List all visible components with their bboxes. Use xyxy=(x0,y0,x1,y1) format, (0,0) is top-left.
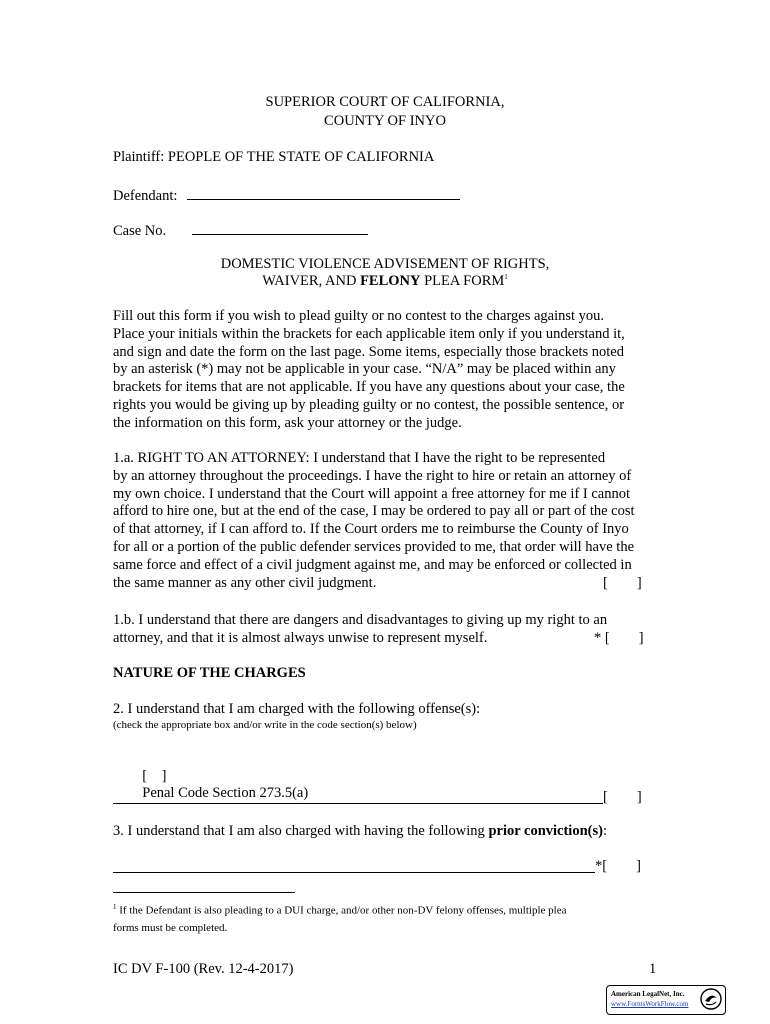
paragraph-line: afford to hire one, but at the end of the case, I may be ordered to pay all or part of the cost xyxy=(113,503,635,520)
footnote-divider xyxy=(113,892,295,893)
initials-bracket-1b[interactable]: * [ ] xyxy=(594,629,644,646)
footnote-marker: 1 xyxy=(504,273,508,282)
publisher-logo xyxy=(606,985,726,1015)
paragraph-line: Fill out this form if you wish to plead guilty or no contest to the charges against you. xyxy=(113,308,605,324)
county-name: COUNTY OF INYO xyxy=(324,113,446,129)
item-2-note: (check the appropriate box and/or write in the code section(s) below) xyxy=(113,719,417,731)
case-number-row xyxy=(113,220,368,240)
penal-code-label: Penal Code Section 273.5(a) xyxy=(142,785,309,801)
initials-bracket-1a[interactable]: [ ] xyxy=(603,574,642,591)
form-identifier: IC DV F-100 (Rev. 12-4-2017) xyxy=(113,961,294,977)
case-number-field[interactable] xyxy=(192,220,368,235)
case-number-label: Case No. xyxy=(113,223,167,239)
item-1a-paragraph xyxy=(113,450,658,592)
publisher-emblem-icon xyxy=(700,988,722,1010)
offense-write-in-field[interactable] xyxy=(113,789,603,804)
publisher-link[interactable]: www.FormsWorkFlow.com xyxy=(611,1000,689,1008)
item-3-text-end: : xyxy=(602,823,607,839)
item-1b-paragraph xyxy=(113,612,658,648)
paragraph-line: Place your initials within the brackets for each applicable item only if you understand it, xyxy=(113,325,625,342)
paragraph-line-text: the same manner as any other civil judgment. xyxy=(113,574,377,591)
defendant-label: Defendant: xyxy=(113,188,178,204)
instructions-paragraph xyxy=(113,308,658,433)
paragraph-line: brackets for items that are not applicable. If you have any questions about your case, the xyxy=(113,379,625,396)
paragraph-line: by an attorney throughout the proceedings. I have the right to hire or retain an attorney of xyxy=(113,467,632,484)
paragraph-line: same force and effect of a civil judgment against me, and may be enforced or collected in xyxy=(113,556,632,573)
item-3-text-start: 3. I understand that I am also charged with having the following xyxy=(113,823,489,839)
court-name: SUPERIOR COURT OF CALIFORNIA, xyxy=(265,94,505,110)
defendant-row xyxy=(113,185,460,205)
publisher-name: American LegalNet, Inc. xyxy=(611,990,685,998)
item-3-text xyxy=(113,823,607,840)
paragraph-line-text: attorney, and that it is almost always unwise to represent myself. xyxy=(113,629,488,646)
paragraph-line: for all or a portion of the public defender services provided to me, that order will have the xyxy=(113,538,635,555)
defendant-field[interactable] xyxy=(187,185,460,200)
form-title-line2 xyxy=(0,273,770,290)
paragraph-line: the information on this form, ask your attorney or the judge. xyxy=(113,414,462,431)
paragraph-line xyxy=(113,575,658,593)
form-title-text: WAIVER, AND xyxy=(262,273,361,289)
paragraph-line: 1.a. RIGHT TO AN ATTORNEY: I understand that I have the right to be represented xyxy=(113,450,606,466)
form-title-felony: FELONY xyxy=(360,273,421,289)
plaintiff-line: Plaintiff: PEOPLE OF THE STATE OF CALIFORNIA xyxy=(113,149,435,165)
footnote-number: 1 xyxy=(113,903,117,911)
footnote-line xyxy=(113,899,653,920)
prior-conviction-row xyxy=(113,858,595,878)
penal-code-checkbox[interactable]: [ ] xyxy=(142,768,167,784)
paragraph-line: 1.b. I understand that there are dangers and disadvantages to giving up my right to an xyxy=(113,612,608,628)
paragraph-line: by an asterisk (*) may not be applicable in your case. “N/A” may be placed within any xyxy=(113,361,616,378)
paragraph-line: my own choice. I understand that the Court will appoint a free attorney for me if I cannot xyxy=(113,485,631,502)
initials-bracket-3[interactable]: *[ ] xyxy=(595,858,641,874)
paragraph-line: and sign and date the form on the last page. Some items, especially those brackets noted xyxy=(113,343,624,360)
offense-write-in-row xyxy=(113,789,603,809)
initials-bracket-2[interactable]: [ ] xyxy=(603,789,642,805)
prior-conviction-field[interactable] xyxy=(113,858,595,873)
paragraph-line: rights you would be giving up by pleading guilty or no contest, the possible sentence, or xyxy=(113,396,625,413)
footnote xyxy=(113,899,653,937)
item-2-text: 2. I understand that I am charged with the following offense(s): xyxy=(113,701,481,717)
page-number: 1 xyxy=(649,961,657,977)
paragraph-line: of that attorney, if I can afford to. If the Court orders me to reimburse the County of Inyo xyxy=(113,521,629,538)
footnote-text: If the Defendant is also pleading to a DUI charge, and/or other non-DV felony offenses, multiple plea xyxy=(116,904,567,917)
form-title-text-end: PLEA FORM xyxy=(420,273,505,289)
section-heading: NATURE OF THE CHARGES xyxy=(113,665,306,681)
item-3-prior-conviction: prior conviction(s) xyxy=(488,823,603,839)
footnote-line: forms must be completed. xyxy=(113,921,228,934)
form-title-line1: DOMESTIC VIOLENCE ADVISEMENT OF RIGHTS, xyxy=(220,256,550,272)
paragraph-line xyxy=(113,630,658,648)
